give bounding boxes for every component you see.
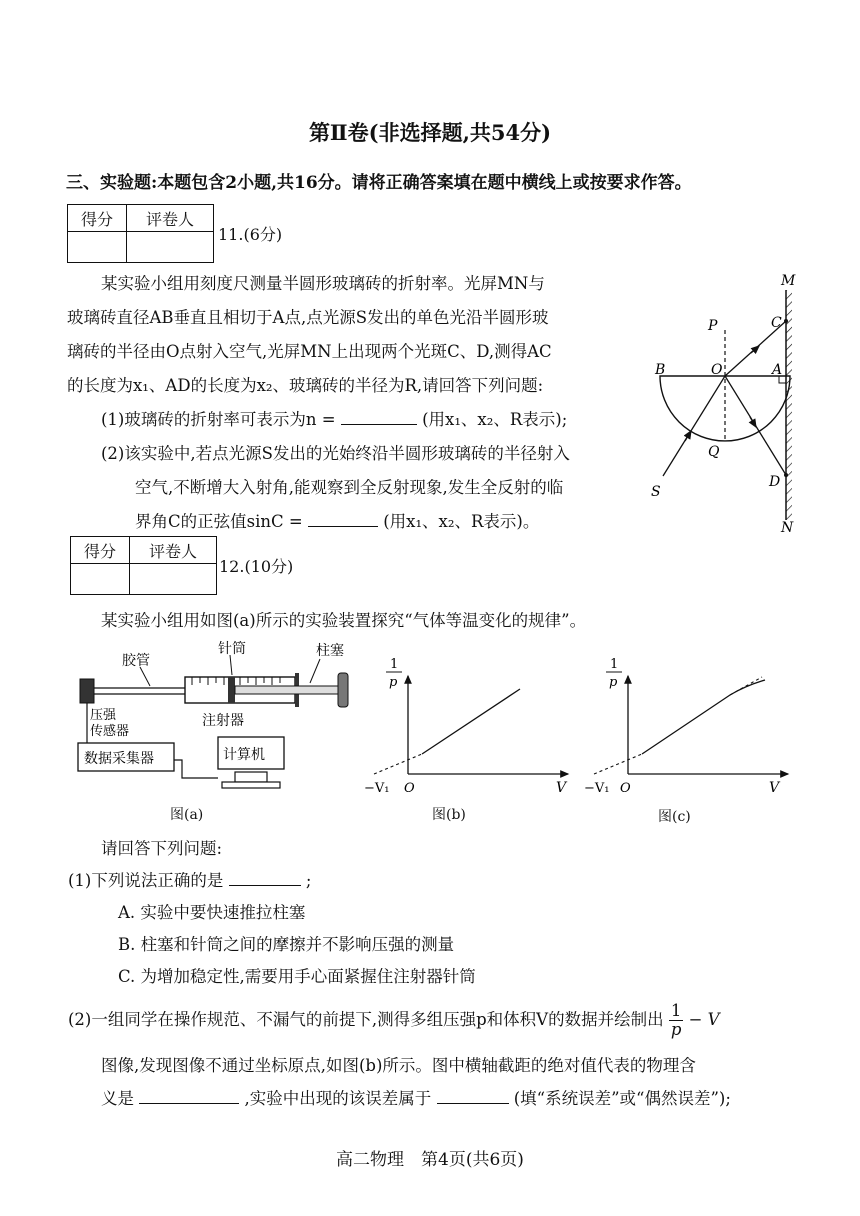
label-pressure-sensor: 压强 bbox=[90, 708, 117, 723]
q11-part2-suffix: (用x₁、x₂、R表示)。 bbox=[383, 512, 540, 531]
q12-part2-line3-suffix: (填“系统误差”或“偶然误差”); bbox=[513, 1089, 731, 1108]
q12-answer-blank-1[interactable] bbox=[229, 867, 301, 886]
score-box-q12 bbox=[70, 536, 217, 595]
q11-answer-blank-2[interactable] bbox=[308, 508, 378, 527]
grader-cell[interactable] bbox=[127, 232, 214, 263]
label-c: C bbox=[771, 315, 782, 331]
q11-part1-suffix: (用x₁、x₂、R表示); bbox=[422, 410, 568, 429]
graph-b-intercept: −V₁ bbox=[364, 781, 390, 796]
label-needle-tube: 针筒 bbox=[218, 641, 246, 657]
grader-cell[interactable] bbox=[130, 564, 217, 595]
label-o: O bbox=[711, 362, 723, 378]
q12-part1 bbox=[68, 867, 311, 891]
graph-c-origin: O bbox=[620, 781, 631, 796]
q11-part2-prefix: 界角C的正弦值sinC = bbox=[135, 512, 303, 531]
q11-text-line: 某实验小组用刻度尺测量半圆形玻璃砖的折射率。光屏MN与 bbox=[101, 274, 545, 293]
q12-option-c[interactable]: C. 为增加稳定性,需要用手心面紧握住注射器针筒 bbox=[118, 967, 476, 986]
score-label: 得分 bbox=[71, 537, 130, 564]
label-n: N bbox=[781, 520, 794, 536]
q12-number: 12.(10分) bbox=[219, 557, 294, 576]
score-label: 得分 bbox=[68, 205, 127, 232]
graph-c-y-den: p bbox=[609, 675, 618, 690]
q11-part1-prefix: (1)玻璃砖的折射率可表示为n = bbox=[101, 410, 336, 429]
q11-text-line: 玻璃砖直径AB垂直且相切于A点,点光源S发出的单色光沿半圆形玻 bbox=[67, 308, 549, 327]
q11-text-line: 的长度为x₁、AD的长度为x₂、玻璃砖的半径为R,请回答下列问题: bbox=[67, 376, 544, 395]
q12-answer-blank-2[interactable] bbox=[139, 1085, 239, 1104]
label-p: P bbox=[708, 318, 718, 334]
q12-fraction bbox=[669, 1002, 684, 1039]
graph-b-x-label: V bbox=[556, 780, 567, 796]
q12-part2-line3-mid: ,实验中出现的该误差属于 bbox=[244, 1089, 432, 1108]
label-m: M bbox=[781, 273, 796, 289]
q12-option-a[interactable]: A. 实验中要快速推拉柱塞 bbox=[118, 903, 306, 922]
q11-number: 11.(6分) bbox=[218, 225, 283, 244]
q12-part2-text: (2)一组同学在操作规范、不漏气的前提下,测得多组压强p和体积V的数据并绘制出 bbox=[68, 1010, 664, 1029]
refraction-diagram bbox=[645, 270, 810, 540]
graph-c-x-label: V bbox=[769, 780, 780, 796]
q12-prompt: 请回答下列问题: bbox=[101, 839, 223, 858]
label-data-collector: 数据采集器 bbox=[84, 751, 154, 767]
caption-c: 图(c) bbox=[658, 809, 691, 825]
graph-c-y-num: 1 bbox=[610, 657, 619, 672]
graph-b-origin: O bbox=[404, 781, 415, 796]
q12-option-b[interactable]: B. 柱塞和针筒之间的摩擦并不影响压强的测量 bbox=[118, 935, 455, 954]
incident-ray bbox=[663, 376, 725, 476]
label-d: D bbox=[769, 474, 781, 490]
label-b: B bbox=[655, 362, 666, 378]
q12-part1-suffix: ; bbox=[305, 871, 312, 890]
label-q: Q bbox=[708, 444, 720, 460]
q11-part2 bbox=[135, 508, 539, 532]
q11-part2-line1: (2)该实验中,若点光源S发出的光始终沿半圆形玻璃砖的半径射入 bbox=[101, 444, 570, 463]
label-s: S bbox=[651, 484, 661, 500]
q12-part2-line3-prefix: 义是 bbox=[101, 1089, 134, 1108]
graph-b-line bbox=[422, 689, 520, 754]
graph-b-y-den: p bbox=[389, 675, 398, 690]
label-plunger: 柱塞 bbox=[316, 643, 344, 659]
graph-b-y-num: 1 bbox=[390, 657, 399, 672]
q11-part1 bbox=[101, 406, 567, 430]
graph-c bbox=[580, 652, 795, 800]
q12-part2-line2: 图像,发现图像不通过坐标原点,如图(b)所示。图中横轴截距的绝对值代表的物理含 bbox=[101, 1056, 696, 1075]
apparatus-diagram bbox=[70, 635, 370, 800]
page-title: 第Ⅱ卷(非选择题,共54分) bbox=[308, 120, 552, 145]
q12-part2-tail: − V bbox=[688, 1010, 720, 1029]
q11-text-line: 璃砖的半径由O点射入空气,光屏MN上出现两个光斑C、D,测得AC bbox=[67, 342, 552, 361]
page-footer: 高二物理 第4页(共6页) bbox=[336, 1150, 524, 1170]
caption-a: 图(a) bbox=[170, 807, 204, 823]
q12-intro: 某实验小组用如图(a)所示的实验装置探究“气体等温变化的规律”。 bbox=[101, 611, 587, 630]
section-heading: 三、实验题:本题包含2小题,共16分。请将正确答案填在题中横线上或按要求作答。 bbox=[66, 173, 692, 193]
score-cell[interactable] bbox=[68, 232, 127, 263]
label-a: A bbox=[772, 362, 783, 378]
graph-c-intercept: −V₁ bbox=[584, 781, 610, 796]
frac-den: p bbox=[670, 1020, 682, 1039]
q11-answer-blank-1[interactable] bbox=[341, 406, 417, 425]
q11-part2-line2: 空气,不断增大入射角,能观察到全反射现象,发生全反射的临 bbox=[135, 478, 564, 497]
graph-c-curve bbox=[642, 680, 765, 754]
q12-part1-prefix: (1)下列说法正确的是 bbox=[68, 871, 224, 890]
frac-num: 1 bbox=[670, 1001, 682, 1020]
label-computer: 计算机 bbox=[223, 747, 265, 763]
grader-label: 评卷人 bbox=[130, 537, 217, 564]
grader-label: 评卷人 bbox=[127, 205, 214, 232]
graph-b bbox=[360, 652, 575, 800]
q12-part2-line3 bbox=[101, 1085, 731, 1109]
q12-part2-line1 bbox=[68, 1000, 720, 1040]
q12-answer-blank-3[interactable] bbox=[437, 1085, 509, 1104]
score-cell[interactable] bbox=[71, 564, 130, 595]
label-pressure-sensor: 传感器 bbox=[90, 724, 130, 739]
label-syringe: 注射器 bbox=[202, 713, 244, 729]
label-rubber-tube: 胶管 bbox=[122, 653, 150, 669]
caption-b: 图(b) bbox=[432, 807, 466, 823]
screen-hatching bbox=[786, 290, 792, 520]
score-box-q11 bbox=[67, 204, 214, 263]
